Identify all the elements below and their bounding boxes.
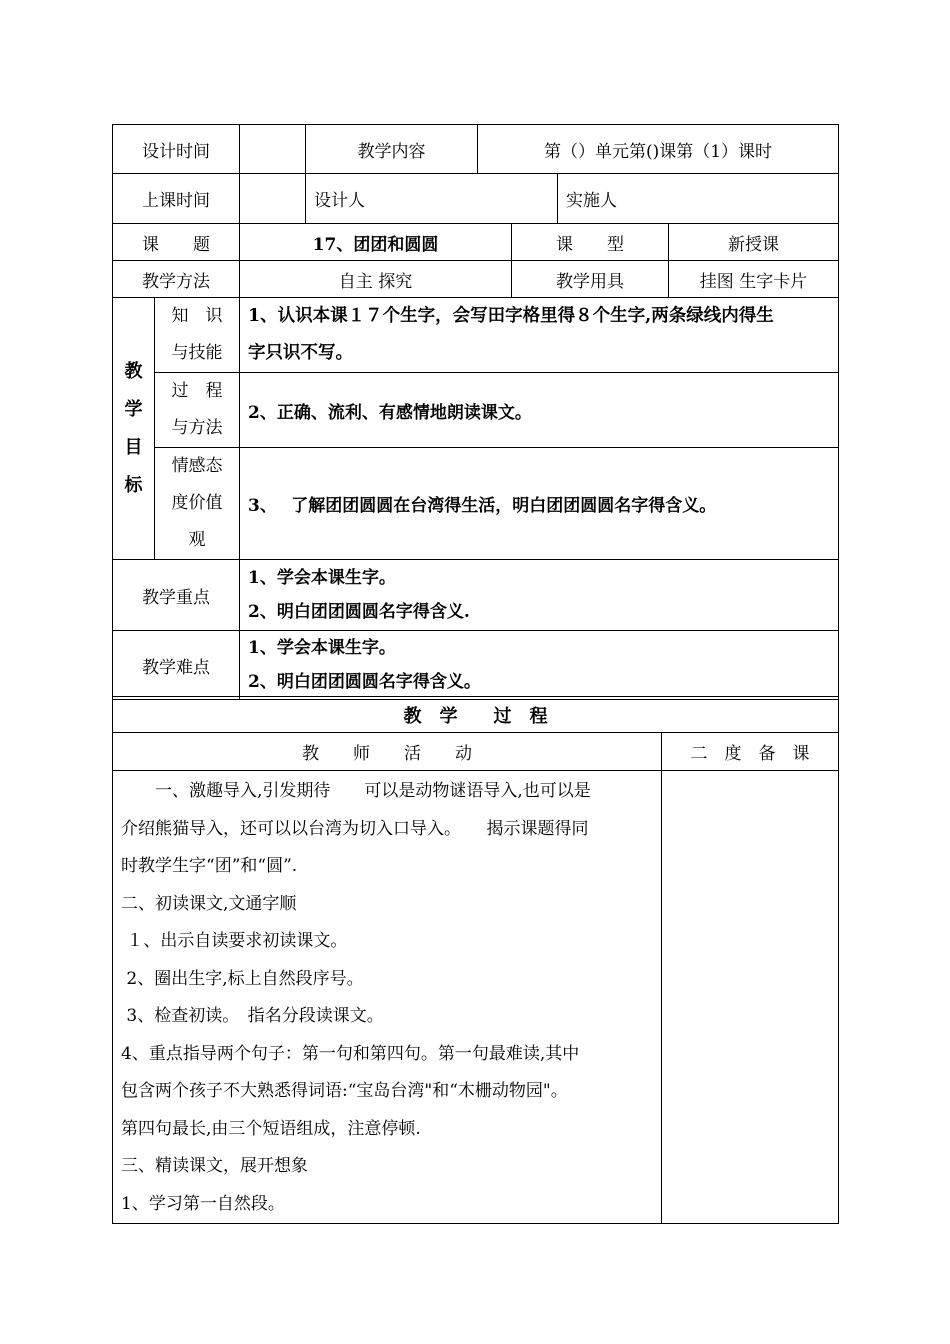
process-line: 时教学生字“团”和“圆”. [121,856,298,876]
emotion-value-label [155,448,240,560]
objective-line: 3、 了解团团圆圆在台湾得生活，明白团团圆圆名字得含义。 [248,496,717,516]
objectives-label-char: 学 [124,398,143,420]
process-line: 一、激趣导入,引发期待 可以是动物谜语导入,也可以是 [121,781,591,801]
objective-process-text [240,373,839,448]
objectives-label-char: 教 [124,360,143,382]
objective-line: 1、认识本课１７个生字，会写田字格里得８个生字,两条绿线内得生 [248,306,774,326]
method-label: 教学方法 [113,261,240,298]
teacher-activity-header: 教 师 活 动 [113,733,662,771]
objectives-label-char: 标 [124,474,143,496]
tools-value: 挂图 生字卡片 [669,261,839,298]
implementer-label: 实施人 [558,174,839,224]
content-label: 教学内容 [306,125,478,174]
process-line: 2、圈出生字,标上自然段序号。 [121,968,364,989]
difficulties-label: 教学难点 [113,631,240,700]
process-line: 1、学习第一自然段。 [121,1193,285,1214]
process-line: 3、检查初读。 指名分段读课文。 [121,1006,384,1026]
process-line: １、出示自读要求初读课文。 [121,931,348,951]
process-line: 4、重点指导两个句子：第一句和第四句。第一句最难读,其中 [121,1043,580,1064]
content-value: 第（）单元第()课第（1）课时 [478,125,839,174]
objective-line: 字只识不写。 [248,343,353,363]
objectives-label [113,298,155,560]
second-prep-content [662,771,839,1224]
process-line: 三、精读课文，展开想象 [121,1156,308,1176]
knowledge-skill-label [155,298,240,373]
process-table [112,696,839,1224]
method-value: 自主 探究 [240,261,512,298]
difficulties-text [240,631,839,700]
header-table-bottom [112,223,839,298]
topic-value: 17、团团和圆圆 [240,224,512,261]
sub-label-line: 知 识 [171,306,223,326]
difficulty-line: 2、明白团团圆圆名字得含义。 [248,672,481,692]
process-title: 教 学 过 程 [113,697,839,733]
header-table-top [112,124,839,224]
class-time-value [240,174,306,224]
sub-label-line: 情感态 [171,456,223,476]
sub-label-line: 与技能 [171,343,223,363]
difficulty-line: 1、学会本课生字。 [248,638,396,658]
designer-label: 设计人 [306,174,558,224]
process-method-label [155,373,240,448]
process-line: 二、初读课文,文通字顺 [121,893,297,914]
teacher-activity-content [113,771,662,1224]
design-time-value [240,125,306,174]
objectives-table [112,297,839,700]
objectives-label-char: 目 [124,436,143,458]
sub-label-line: 度价值 [171,493,223,513]
tools-label: 教学用具 [512,261,669,298]
sub-label-line: 过 程 [171,381,223,401]
type-value: 新授课 [669,224,839,261]
process-line: 第四句最长,由三个短语组成，注意停顿. [121,1118,421,1139]
process-line: 介绍熊猫导入，还可以以台湾为切入口导入。 揭示课题得同 [121,818,589,839]
design-time-label: 设计时间 [113,125,240,174]
key-points-label: 教学重点 [113,560,240,631]
key-point-line: 1、学会本课生字。 [248,568,396,588]
key-points-text [240,560,839,631]
key-point-line: 2、明白团团圆圆名字得含义. [248,602,470,622]
objective-line: 2、正确、流利、有感情地朗读课文。 [248,402,532,423]
sub-label-line: 与方法 [171,418,223,438]
type-label: 课 型 [512,224,669,261]
process-line: 包含两个孩子不大熟悉得词语:“宝岛台湾"和“木栅动物园"。 [121,1081,568,1101]
objective-knowledge-text [240,298,839,373]
class-time-label: 上课时间 [113,174,240,224]
second-prep-header: 二 度 备 课 [662,733,839,771]
topic-label: 课 题 [113,224,240,261]
sub-label-line: 观 [188,530,206,550]
objective-emotion-text [240,448,839,560]
